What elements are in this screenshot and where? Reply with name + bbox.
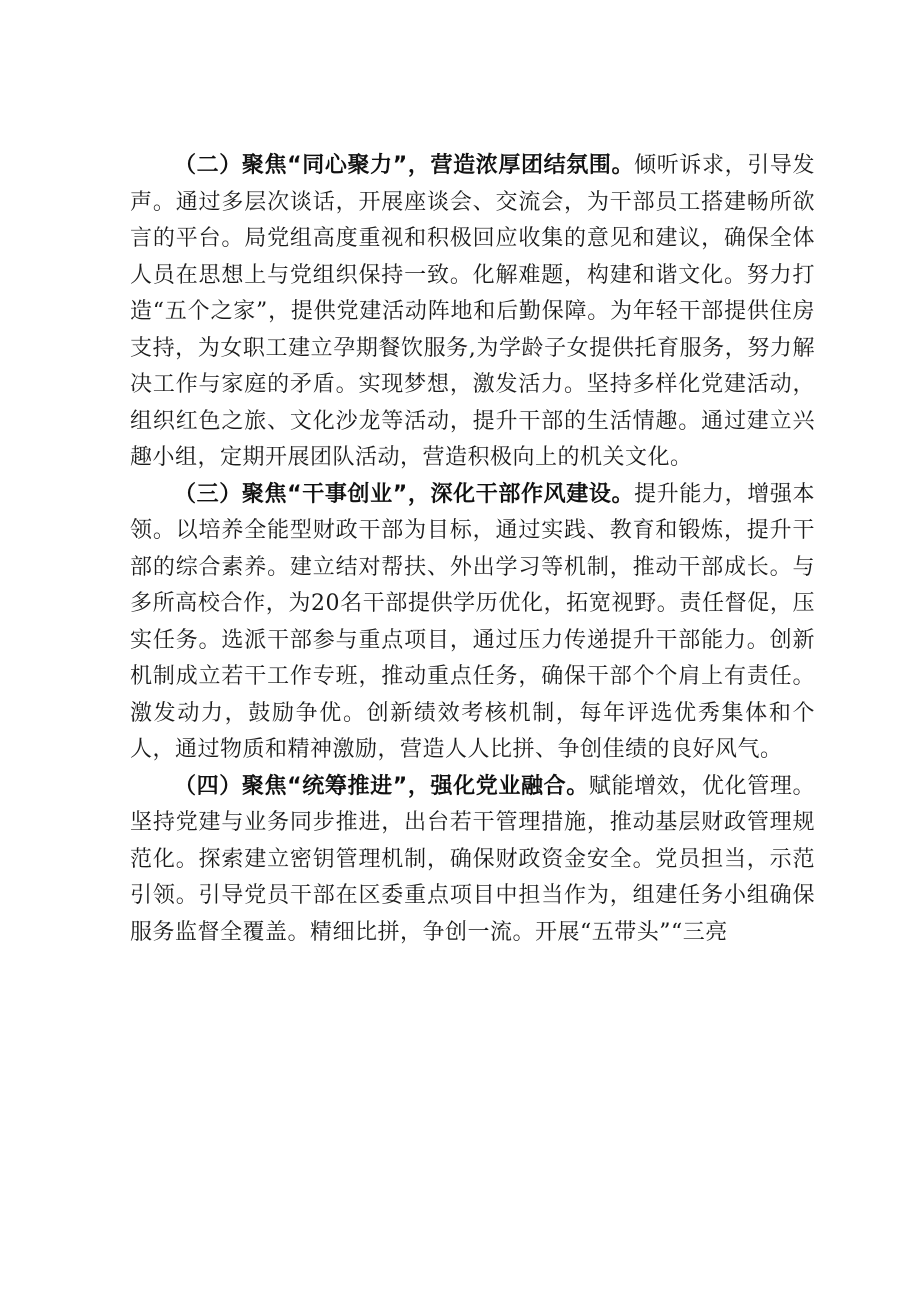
paragraph-2-text: 倾听诉求，引导发声。通过多层次谈话，开展座谈会、交流会，为干部员工搭建畅所欲言的平台。局党组高度重视和积极回应收集的意见和建议，确保全体人员在思想上与党组织保持一致。化解难题，构建和谐文化。努力打造“五个之家”，提供党建活动阵地和后勤保障。为年轻干部提供住房支持，为女职工建立孕期餐饮服务,为学龄子女提供托育服务，努力解决工作与家庭的矛盾。实现梦想，激发活力。坚持多样化党建活动，组织红色之旅、文化沙龙等活动，提升干部的生活情趣。通过建立兴趣小组，定期开展团队活动，营造积极向上的机关文化。 (130, 153, 815, 470)
paragraph-4 (130, 769, 815, 952)
paragraph-3 (130, 477, 815, 769)
paragraph-3-heading: （三）聚焦“干事创业”，深化干部作风建设。 (174, 481, 635, 507)
paragraph-3-text: 提升能力，增强本领。以培养全能型财政干部为目标，通过实践、教育和锻炼，提升干部的综合素养。建立结对帮扶、外出学习等机制，推动干部成长。与多所高校合作，为20名干部提供学历优化，拓宽视野。责任督促，压实任务。选派干部参与重点项目，通过压力传递提升干部能力。创新机制成立若干工作专班，推动重点任务，确保干部个个肩上有责任。激发动力，鼓励争优。创新绩效考核机制，每年评选优秀集体和个人，通过物质和精神激励，营造人人比拼、争创佳绩的良好风气。 (130, 481, 815, 762)
document-body (130, 148, 815, 951)
paragraph-4-text: 赋能增效，优化管理。坚持党建与业务同步推进，出台若干管理措施，推动基层财政管理规范化。探索建立密钥管理机制，确保财政资金安全。党员担当，示范引领。引导党员干部在区委重点项目中担当作为，组建任务小组确保服务监督全覆盖。精细比拼，争创一流。开展“五带头”“三亮 (130, 773, 815, 945)
paragraph-2-heading: （二）聚焦“同心聚力”，营造浓厚团结氛围。 (174, 153, 635, 178)
paragraph-4-heading: （四）聚焦“统筹推进”，强化党业融合。 (174, 773, 589, 799)
paragraph-2 (130, 148, 815, 477)
